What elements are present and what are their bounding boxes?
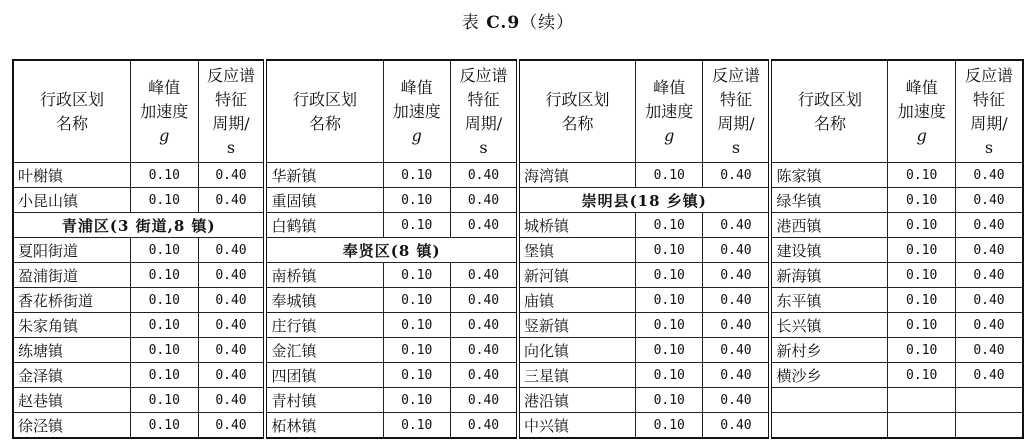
cell-period: 0.40 xyxy=(198,263,265,288)
cell-pga: 0.10 xyxy=(131,388,198,413)
cell-name xyxy=(770,388,888,413)
caption-number: C.9 xyxy=(486,13,521,33)
cell-pga: 0.10 xyxy=(888,313,955,338)
cell-period: 0.40 xyxy=(955,288,1023,313)
seismic-parameter-table xyxy=(12,59,1024,439)
cell-pga: 0.10 xyxy=(131,188,198,213)
cell-pga: 0.10 xyxy=(635,338,702,363)
pga-header-line: 加速度 xyxy=(897,101,946,121)
cell-pga: 0.10 xyxy=(383,188,450,213)
cell-period: 0.40 xyxy=(703,288,770,313)
table-row xyxy=(13,388,1023,413)
cell-name: 南桥镇 xyxy=(265,263,383,288)
cell-period: 0.40 xyxy=(703,238,770,263)
header-pga xyxy=(888,60,955,163)
cell-name: 金泽镇 xyxy=(13,363,131,388)
table-row xyxy=(13,413,1023,439)
cell-pga: 0.10 xyxy=(131,163,198,188)
name-header-line: 行政区划 xyxy=(40,89,105,109)
name-header-line: 行政区划 xyxy=(292,89,357,109)
pga-header-line: 峰值 xyxy=(400,77,433,97)
table-row xyxy=(13,213,1023,238)
cell-period: 0.40 xyxy=(450,263,517,288)
cell-pga: 0.10 xyxy=(131,263,198,288)
period-header-line: 特征 xyxy=(972,89,1005,109)
cell-period: 0.40 xyxy=(198,288,265,313)
cell-period xyxy=(955,388,1023,413)
cell-pga: 0.10 xyxy=(888,213,955,238)
cell-period: 0.40 xyxy=(955,338,1023,363)
cell-period: 0.40 xyxy=(955,363,1023,388)
cell-period: 0.40 xyxy=(450,313,517,338)
table-row xyxy=(13,188,1023,213)
cell-period: 0.40 xyxy=(198,163,265,188)
cell-period: 0.40 xyxy=(450,413,517,439)
header-name xyxy=(518,60,636,163)
table-row xyxy=(13,313,1023,338)
cell-name: 青村镇 xyxy=(265,388,383,413)
cell-name: 朱家角镇 xyxy=(13,313,131,338)
header-pga xyxy=(383,60,450,163)
name-header-line: 名称 xyxy=(308,113,341,133)
group-header: 青浦区(3 街道,8 镇) xyxy=(13,213,265,238)
name-header-line: 行政区划 xyxy=(797,89,862,109)
cell-period: 0.40 xyxy=(450,338,517,363)
cell-name: 庙镇 xyxy=(518,288,636,313)
cell-name: 夏阳街道 xyxy=(13,238,131,263)
cell-period: 0.40 xyxy=(198,338,265,363)
table-row xyxy=(13,288,1023,313)
cell-name: 徐泾镇 xyxy=(13,413,131,439)
table-row xyxy=(13,163,1023,188)
name-header-line: 名称 xyxy=(56,113,89,133)
cell-period: 0.40 xyxy=(703,388,770,413)
header-row xyxy=(13,60,1023,163)
cell-name: 建设镇 xyxy=(770,238,888,263)
period-header-line: 反应谱 xyxy=(206,65,255,85)
cell-name: 东平镇 xyxy=(770,288,888,313)
cell-period: 0.40 xyxy=(955,188,1023,213)
header-pga xyxy=(131,60,198,163)
cell-name: 海湾镇 xyxy=(518,163,636,188)
cell-pga: 0.10 xyxy=(635,363,702,388)
cell-pga: 0.10 xyxy=(383,213,450,238)
cell-pga: 0.10 xyxy=(635,388,702,413)
cell-name: 堡镇 xyxy=(518,238,636,263)
cell-pga: 0.10 xyxy=(131,413,198,439)
cell-period: 0.40 xyxy=(955,313,1023,338)
cell-name: 香花桥街道 xyxy=(13,288,131,313)
cell-name: 重固镇 xyxy=(265,188,383,213)
name-header-line: 名称 xyxy=(561,113,594,133)
pga-header-line: g xyxy=(159,125,170,145)
header-pga xyxy=(635,60,702,163)
cell-name: 庄行镇 xyxy=(265,313,383,338)
cell-pga: 0.10 xyxy=(635,238,702,263)
table-row xyxy=(13,338,1023,363)
cell-pga: 0.10 xyxy=(383,288,450,313)
cell-pga: 0.10 xyxy=(888,188,955,213)
period-header-line: 特征 xyxy=(467,89,500,109)
cell-pga: 0.10 xyxy=(383,388,450,413)
period-header-line: 周期/ xyxy=(970,113,1008,133)
header-name xyxy=(265,60,383,163)
cell-period: 0.40 xyxy=(198,188,265,213)
cell-period: 0.40 xyxy=(703,163,770,188)
cell-name: 新村乡 xyxy=(770,338,888,363)
cell-period: 0.40 xyxy=(955,238,1023,263)
pga-header-line: g xyxy=(916,125,927,145)
pga-header-line: 加速度 xyxy=(645,101,694,121)
cell-pga: 0.10 xyxy=(888,363,955,388)
period-header-line: 反应谱 xyxy=(711,65,760,85)
pga-header-line: g xyxy=(411,125,422,145)
cell-pga: 0.10 xyxy=(383,363,450,388)
cell-name: 新海镇 xyxy=(770,263,888,288)
table-row xyxy=(13,238,1023,263)
cell-name: 柘林镇 xyxy=(265,413,383,439)
cell-period: 0.40 xyxy=(703,363,770,388)
group-header: 奉贤区(8 镇) xyxy=(265,238,517,263)
cell-pga: 0.10 xyxy=(635,288,702,313)
cell-name: 中兴镇 xyxy=(518,413,636,439)
cell-period: 0.40 xyxy=(450,163,517,188)
cell-period: 0.40 xyxy=(955,213,1023,238)
cell-period: 0.40 xyxy=(450,288,517,313)
cell-name: 叶榭镇 xyxy=(13,163,131,188)
caption-prefix: 表 xyxy=(461,13,480,33)
period-header-line: 特征 xyxy=(214,89,247,109)
cell-period: 0.40 xyxy=(703,213,770,238)
cell-pga: 0.10 xyxy=(383,338,450,363)
period-header-line: 反应谱 xyxy=(964,65,1013,85)
pga-header-line: 峰值 xyxy=(905,77,938,97)
cell-name: 奉城镇 xyxy=(265,288,383,313)
cell-name: 华新镇 xyxy=(265,163,383,188)
period-header-line: s xyxy=(731,137,741,157)
cell-period: 0.40 xyxy=(198,388,265,413)
cell-pga: 0.10 xyxy=(131,238,198,263)
pga-header-line: 加速度 xyxy=(140,101,189,121)
cell-period: 0.40 xyxy=(450,388,517,413)
header-name xyxy=(770,60,888,163)
cell-period: 0.40 xyxy=(703,413,770,439)
cell-name: 盈浦街道 xyxy=(13,263,131,288)
cell-period: 0.40 xyxy=(450,363,517,388)
table-row xyxy=(13,363,1023,388)
cell-pga: 0.10 xyxy=(888,163,955,188)
cell-name: 向化镇 xyxy=(518,338,636,363)
period-header-line: 周期/ xyxy=(212,113,250,133)
cell-period: 0.40 xyxy=(955,163,1023,188)
cell-pga: 0.10 xyxy=(131,288,198,313)
cell-pga: 0.10 xyxy=(131,338,198,363)
cell-name: 金汇镇 xyxy=(265,338,383,363)
header-period xyxy=(703,60,770,163)
cell-period: 0.40 xyxy=(703,313,770,338)
cell-period xyxy=(955,413,1023,439)
period-header-line: s xyxy=(984,137,994,157)
cell-pga: 0.10 xyxy=(888,288,955,313)
cell-name xyxy=(770,413,888,439)
cell-pga: 0.10 xyxy=(383,413,450,439)
period-header-line: 周期/ xyxy=(717,113,755,133)
cell-name: 陈家镇 xyxy=(770,163,888,188)
period-header-line: 反应谱 xyxy=(459,65,508,85)
pga-header-line: 峰值 xyxy=(653,77,686,97)
cell-period: 0.40 xyxy=(450,213,517,238)
cell-name: 港沿镇 xyxy=(518,388,636,413)
cell-name: 练塘镇 xyxy=(13,338,131,363)
cell-pga: 0.10 xyxy=(888,263,955,288)
cell-name: 绿华镇 xyxy=(770,188,888,213)
cell-name: 新河镇 xyxy=(518,263,636,288)
cell-pga: 0.10 xyxy=(888,338,955,363)
table-caption xyxy=(0,8,1036,33)
pga-header-line: g xyxy=(664,125,675,145)
cell-name: 白鹤镇 xyxy=(265,213,383,238)
cell-period: 0.40 xyxy=(703,263,770,288)
pga-header-line: 峰值 xyxy=(148,77,181,97)
period-header-line: 周期/ xyxy=(464,113,503,133)
cell-period: 0.40 xyxy=(955,263,1023,288)
cell-pga xyxy=(888,388,955,413)
table-row xyxy=(13,263,1023,288)
pga-header-line: 加速度 xyxy=(392,101,441,121)
header-period xyxy=(450,60,517,163)
cell-pga: 0.10 xyxy=(383,313,450,338)
cell-name: 小昆山镇 xyxy=(13,188,131,213)
name-header-line: 行政区划 xyxy=(545,89,610,109)
cell-pga: 0.10 xyxy=(635,313,702,338)
cell-pga: 0.10 xyxy=(131,363,198,388)
cell-period: 0.40 xyxy=(703,338,770,363)
group-header: 崇明县(18 乡镇) xyxy=(518,188,770,213)
cell-name: 横沙乡 xyxy=(770,363,888,388)
cell-pga: 0.10 xyxy=(635,213,702,238)
cell-period: 0.40 xyxy=(198,413,265,439)
cell-period: 0.40 xyxy=(198,363,265,388)
cell-pga: 0.10 xyxy=(131,313,198,338)
cell-name: 赵巷镇 xyxy=(13,388,131,413)
cell-name: 城桥镇 xyxy=(518,213,636,238)
cell-name: 四团镇 xyxy=(265,363,383,388)
cell-name: 港西镇 xyxy=(770,213,888,238)
header-name xyxy=(13,60,131,163)
header-period xyxy=(198,60,265,163)
period-header-line: 特征 xyxy=(719,89,752,109)
cell-period: 0.40 xyxy=(450,188,517,213)
cell-pga: 0.10 xyxy=(635,163,702,188)
period-header-line: s xyxy=(479,137,488,157)
cell-pga: 0.10 xyxy=(383,263,450,288)
cell-pga xyxy=(888,413,955,439)
cell-pga: 0.10 xyxy=(888,238,955,263)
cell-pga: 0.10 xyxy=(383,163,450,188)
period-header-line: s xyxy=(226,137,236,157)
cell-pga: 0.10 xyxy=(635,263,702,288)
caption-suffix: （续） xyxy=(520,13,575,33)
cell-name: 长兴镇 xyxy=(770,313,888,338)
cell-name: 竖新镇 xyxy=(518,313,636,338)
cell-period: 0.40 xyxy=(198,313,265,338)
cell-pga: 0.10 xyxy=(635,413,702,439)
cell-period: 0.40 xyxy=(198,238,265,263)
name-header-line: 名称 xyxy=(813,113,846,133)
cell-name: 三星镇 xyxy=(518,363,636,388)
header-period xyxy=(955,60,1023,163)
